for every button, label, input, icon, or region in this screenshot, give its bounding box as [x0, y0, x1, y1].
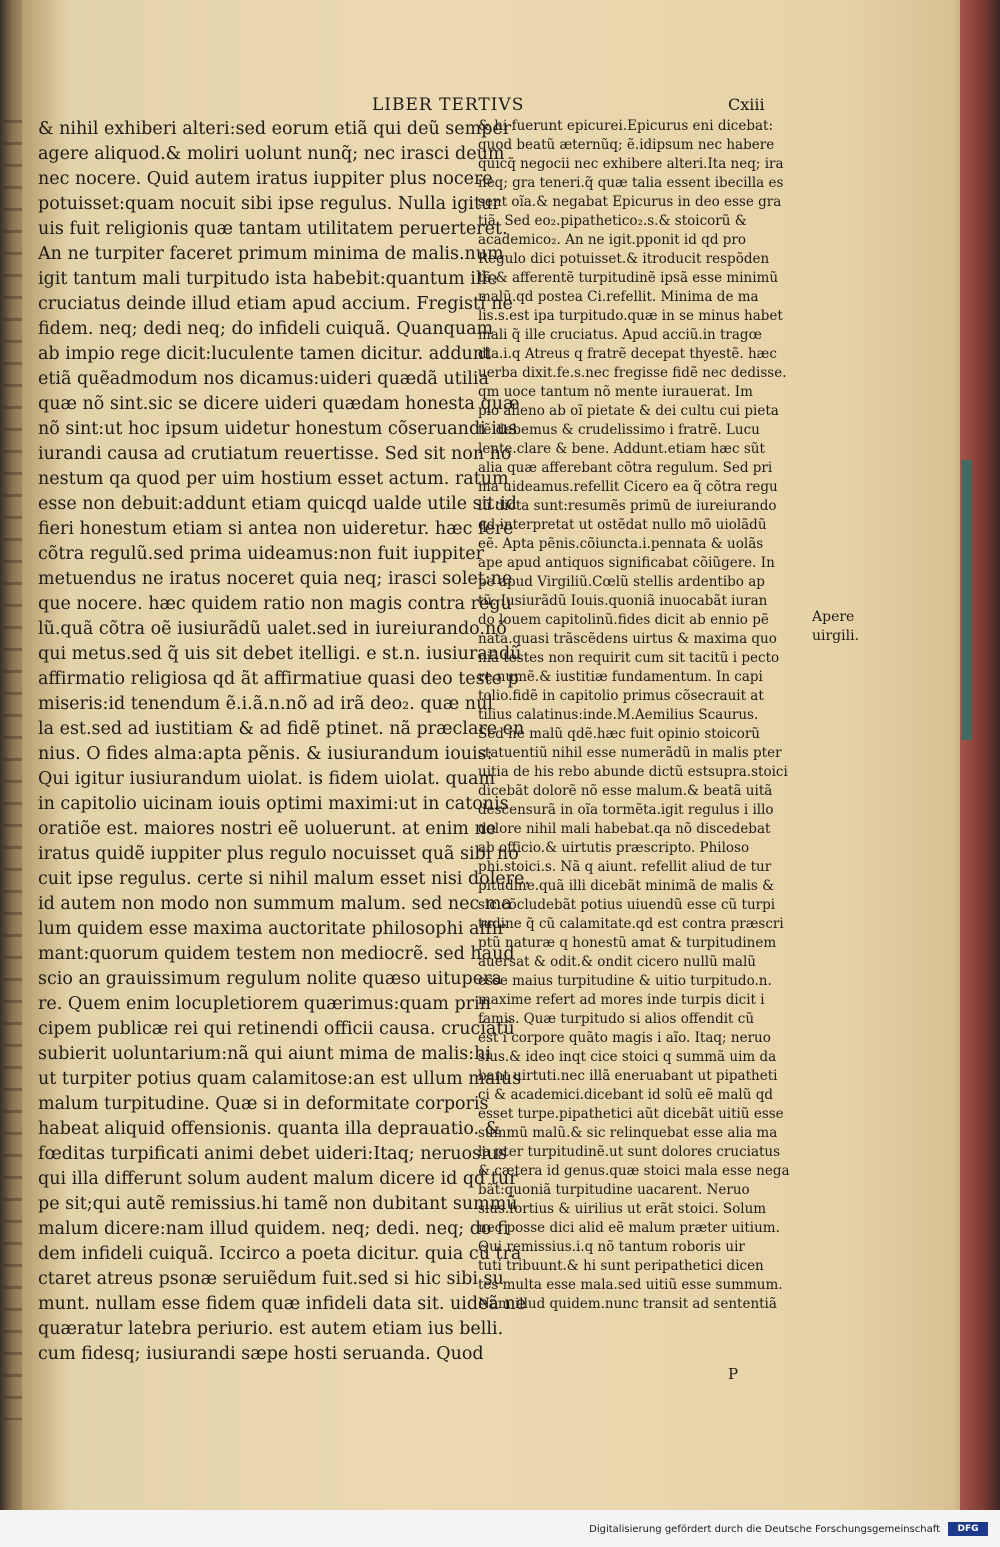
- commentary-line: Nam illud quidem.nunc transit ad sententiã: [478, 1296, 777, 1312]
- ribbon-bookmark: [962, 460, 972, 740]
- signature-mark: P: [728, 1365, 739, 1383]
- commentary-line: tẽ debemus & crudelissimo i fratrẽ. Lucu: [478, 422, 760, 438]
- facing-page-text-fragment: [4, 120, 22, 1420]
- main-text-line: fieri honestum etiam si antea non uideretur. hæc fere: [38, 519, 514, 539]
- commentary-line: dolore nihil mali habebat.qa nõ discedebat: [478, 821, 771, 837]
- main-text-line: cruciatus deinde illud etiam apud accium. Fregisti ne: [38, 294, 513, 314]
- main-text-line: lum quidem esse maxima auctoritate philosophi affir: [38, 919, 506, 939]
- commentary-line: bant uirtuti.nec illã eneruabant ut pipatheti: [478, 1068, 778, 1084]
- main-text-line: quæratur latebra periurio. est autem etiam ius belli.: [38, 1319, 504, 1339]
- main-text-line: scio an grauissimum regulum nolite quæso uitupera: [38, 969, 502, 989]
- commentary-line: tolio.fidẽ in capitolio primus cõsecrauit at: [478, 688, 764, 704]
- commentary-line: sent oĩa.& negabat Epicurus in deo esse gra: [478, 194, 782, 210]
- folio-number: Cxiii: [728, 95, 765, 114]
- commentary-line: quicq̃ negocii nec exhibere alteri.Ita neq; ira: [478, 156, 784, 172]
- commentary-line: tilius calatinus:inde.M.Aemilius Scaurus.: [478, 707, 759, 723]
- commentary-line: ma uideamus.refellit Cicero ea q̃ cõtra regu: [478, 479, 778, 495]
- main-text-line: affirmatio religiosa qd ãt affirmatiue quasi deo teste p: [38, 669, 519, 689]
- main-text-line: fœditas turpificati animi debet uideri:Itaq; neruosius: [38, 1144, 507, 1164]
- commentary-line: tes multa esse mala.sed uitiũ esse summum.: [478, 1277, 783, 1293]
- commentary-line: ab officio.& uirtutis præscripto. Philoso: [478, 840, 750, 856]
- main-text-line: qui illa differunt solum audent malum dicere id qd tur: [38, 1169, 518, 1189]
- main-text-line: nius. O fides alma:apta pẽnis. & iusiurandum iouis:: [38, 744, 493, 764]
- main-text-line: miseris:id tenendum ẽ.i.ã.n.nõ ad irã deo₂. quæ nul: [38, 694, 493, 714]
- main-text-line: potuisset:quam nocuit sibi ipse regulus. Nulla igitur: [38, 194, 501, 214]
- commentary-line: dicebãt dolorẽ nõ esse malum.& beatã uitã: [478, 783, 773, 799]
- main-text-line: ab impio rege dicit:luculente tamen dicitur. addunt: [38, 344, 492, 364]
- footer-credit: Digitalisierung gefördert durch die Deutsche Forschungsgemeinschaft: [589, 1524, 940, 1535]
- main-text-line: cum fidesq; iusiurandi sæpe hosti seruanda. Quod: [38, 1344, 484, 1364]
- main-text-line: metuendus ne iratus noceret quia neq; irasci solet:ne: [38, 569, 513, 589]
- commentary-line: malũ.qd postea Ci.refellit. Minima de ma: [478, 289, 759, 305]
- commentary-line: & cætera id genus.quæ stoici mala esse nega: [478, 1163, 790, 1179]
- commentary-line: academico₂. An ne igit.pponit id qd pro: [478, 232, 746, 248]
- commentary-line: lũ dicta sunt:resumẽs primũ de iureiurando: [478, 498, 777, 514]
- margin-note-line: Apere: [812, 609, 855, 625]
- commentary-line: pitudine.quã illi dicebãt minimã de malis &: [478, 878, 775, 894]
- commentary-line: sius.fortius & uirilius ut erãt stoici. Solum: [478, 1201, 767, 1217]
- margin-note: [812, 608, 859, 646]
- commentary-line: ptũ naturæ q honestũ amat & turpitudinem: [478, 935, 777, 951]
- main-text-line: etiã quẽadmodum nos dicamus:uideri quædã utilia: [38, 369, 489, 389]
- commentary-line: tiã. Sed eo₂.pipathetico₂.s.& stoicorũ &: [478, 213, 747, 229]
- main-text-line: uis fuit religionis quæ tantam utilitatem peruerteret.: [38, 219, 508, 239]
- main-text-line: ut turpiter potius quam calamitose:an est ullum maius: [38, 1069, 522, 1089]
- commentary-line: uitia de his rebo abunde dictũ estsupra.stoici: [478, 764, 788, 780]
- page: [22, 0, 980, 1510]
- main-text-line: igit tantum mali turpitudo ista habebit:quantum ille: [38, 269, 498, 289]
- commentary-line: Sed ne malũ qdẽ.hæc fuit opinio stoicorũ: [478, 726, 760, 742]
- main-text-line: subierit uoluntarium:nã qui aiunt mima de malis:hi: [38, 1044, 492, 1064]
- main-text-line: agere aliquod.& moliri uolunt nunq̃; nec irasci deum: [38, 144, 505, 164]
- commentary-line: ape apud antiquos significabat cõiũgere. In: [478, 555, 775, 571]
- running-title: LIBER TERTIVS: [372, 95, 525, 115]
- main-text-line: ctaret atreus psonæ seruiẽdum fuit.sed si hic sibi su: [38, 1269, 504, 1289]
- main-text-line: cõtra regulũ.sed prima uideamus:non fuit iuppiter: [38, 544, 485, 564]
- main-text-line: la est.sed ad iustitiam & ad fidẽ ptinet. nã præclare en: [38, 719, 525, 739]
- main-text-line: cipem publicæ rei qui retinendi officii causa. cruciatũ: [38, 1019, 515, 1039]
- main-text-line: fidem. neq; dedi neq; do infideli cuiquã. Quanquam: [38, 319, 494, 339]
- main-text-line: mant:quorum quidem testem non mediocrẽ. sed haud: [38, 944, 515, 964]
- main-text-line: iurandi causa ad crutiatum reuertisse. Sed sit non ho: [38, 444, 512, 464]
- commentary-line: eẽ. Apta pẽnis.cõiuncta.i.pennata & uolãs: [478, 536, 764, 552]
- main-text-line: quæ nõ sint.sic se dicere uideri quædam honesta quæ: [38, 394, 520, 414]
- commentary-line: qd interpretat ut ostẽdat nullo mõ uiolãdũ: [478, 517, 767, 533]
- commentary-line: niã testes non requirit cum sit tacitũ i pecto: [478, 650, 780, 666]
- commentary-line: famis. Quæ turpitudo si alios offendit cũ: [478, 1011, 755, 1027]
- commentary-line: lente.clare & bene. Addunt.etiam hæc sũt: [478, 441, 765, 457]
- commentary-line: do louem capitolinũ.fides dicit ab ennio pẽ: [478, 612, 769, 628]
- main-text-line: oratiõe est. maiores nostri eẽ uoluerunt. at enim ne: [38, 819, 497, 839]
- commentary-line: auersat & odit.& ondit cicero nullũ malũ: [478, 954, 756, 970]
- main-text-line: Qui igitur iusiurandum uiolat. is fidem uiolat. quam: [38, 769, 496, 789]
- margin-note-line: uirgili.: [812, 628, 860, 644]
- main-text-line: nestum qa quod per uim hostium esset actum. ratum: [38, 469, 509, 489]
- commentary-line: neq; gra teneri.q̃ quæ talia essent ibecilla es: [478, 175, 784, 191]
- commentary-line: Regulo dici potuisset.& itroducit respõden: [478, 251, 770, 267]
- commentary-line: phi.stoici.s. Nã q aiunt. refellit aliud de tur: [478, 859, 772, 875]
- main-text-line: iratus quidẽ iuppiter plus regulo nocuisset quã sibi no: [38, 844, 519, 864]
- main-text-line: & nihil exhiberi alteri:sed eorum etiã qui deũ semper: [38, 119, 512, 139]
- commentary-line: maxime refert ad mores inde turpis dicit i: [478, 992, 765, 1008]
- commentary-line: dia.i.q Atreus q fratrẽ decepat thyestẽ. hæc: [478, 346, 777, 362]
- commentary-line: tuti tribuunt.& hi sunt peripathetici dicen: [478, 1258, 764, 1274]
- commentary-line: tẽ.& afferentẽ turpitudinẽ ipsã esse minimũ: [478, 270, 779, 286]
- commentary-line: descensurã in oĩa tormẽta.igit regulus i illo: [478, 802, 774, 818]
- commentary-line: tudine q̃ cũ calamitate.qd est contra præscri: [478, 916, 784, 932]
- dfg-logo: DFG: [948, 1522, 988, 1536]
- main-text-line: An ne turpiter faceret primum minima de malis.num: [38, 244, 504, 264]
- commentary-line: nec posse dici alid eẽ malum præter uitium.: [478, 1220, 780, 1236]
- commentary-line: uerba dixit.fe.s.nec fregisse fidẽ nec dedisse.: [478, 365, 787, 381]
- page-block-edge: [960, 0, 1000, 1510]
- main-text-line: malum turpitudine. Quæ si in deformitate corporis: [38, 1094, 489, 1114]
- commentary-line: esset turpe.pipathetici aũt dicebãt uitiũ esse: [478, 1106, 784, 1122]
- commentary-line: Qui remissius.i.q nõ tantum roboris uir: [478, 1239, 745, 1255]
- commentary-line: quod beatũ æternũq; ẽ.idipsum nec habere: [478, 137, 775, 153]
- commentary-line: summũ malũ.& sic relinquebat esse alia ma: [478, 1125, 778, 1141]
- commentary-column: [478, 117, 798, 1314]
- commentary-line: nata.quasi trãscẽdens uirtus & maxima quo: [478, 631, 777, 647]
- commentary-line: tũ. Iusiurãdũ Iouis.quoniã inuocabãt iuran: [478, 593, 768, 609]
- main-text-line: cuit ipse regulus. certe si nihil malum esset nisi dolere.: [38, 869, 530, 889]
- commentary-line: mali q̃ ille cruciatus. Apud acciũ.in tragœ: [478, 327, 762, 343]
- commentary-line: re numẽ.& iustitiæ fundamentum. In capi: [478, 669, 763, 685]
- commentary-line: bãt:quoniã turpitudine uacarent. Neruo: [478, 1182, 750, 1198]
- main-text-line: lũ.quã cõtra oẽ iusiurãdũ ualet.sed in iureiurando.nõ: [38, 619, 507, 639]
- main-text-line: pe sit;qui autẽ remissius.hi tamẽ non dubitant summũ: [38, 1194, 518, 1214]
- commentary-line: est i corpore quãto magis i aĩo. Itaq; neruo: [478, 1030, 771, 1046]
- main-text-line: esse non debuit:addunt etiam quicqd ualde utile sit:id: [38, 494, 517, 514]
- main-text-line: re. Quem enim locupletiorem quærimus:quam prin: [38, 994, 491, 1014]
- commentary-line: esse maius turpitudine & uitio turpitudo.n.: [478, 973, 772, 989]
- main-text-column: [38, 117, 530, 1367]
- commentary-line: qm uoce tantum nõ mente iurauerat. Im: [478, 384, 753, 400]
- main-text-line: munt. nullam esse fidem quæ infideli data sit. uideã ne: [38, 1294, 527, 1314]
- main-text-line: habeat aliquid offensionis. quanta illa deprauatio. &: [38, 1119, 501, 1139]
- commentary-line: sius.& ideo inqt cice stoici q summã uim da: [478, 1049, 777, 1065]
- main-text-line: nõ sint:ut hoc ipsum uidetur honestum cõseruandi ius: [38, 419, 518, 439]
- main-text-line: qui metus.sed q̃ uis sit debet itelligi. e st.n. iusiurandũ: [38, 644, 522, 664]
- main-text-line: id autem non modo non summum malum. sed nec ma: [38, 894, 512, 914]
- main-text-line: in capitolio uicinam iouis optimi maximi:ut in catonis: [38, 794, 509, 814]
- commentary-line: pe apud Virgiliũ.Cœlũ stellis ardentibo ap: [478, 574, 765, 590]
- commentary-line: la pter turpitudinẽ.ut sunt dolores cruciatus: [478, 1144, 781, 1160]
- commentary-line: statuentiũ nihil esse numerãdũ in malis pter: [478, 745, 782, 761]
- commentary-line: alia quæ afferebant cõtra regulum. Sed pri: [478, 460, 773, 476]
- commentary-line: & hi fuerunt epicurei.Epicurus eni dicebat:: [478, 118, 774, 134]
- commentary-line: lis.s.est ipa turpitudo.quæ in se minus habet: [478, 308, 783, 324]
- main-text-line: dem infideli cuiquã. Iccirco a poeta dicitur. quia cũ tra: [38, 1244, 522, 1264]
- commentary-line: ci & academici.dicebant id solũ eẽ malũ qd: [478, 1087, 773, 1103]
- commentary-line: sic cõcludebãt potius uiuendũ esse cũ turpi: [478, 897, 776, 913]
- commentary-line: pio alieno ab oĩ pietate & dei cultu cui pieta: [478, 403, 779, 419]
- digitization-footer: [0, 1510, 1000, 1547]
- main-text-line: nec nocere. Quid autem iratus iuppiter plus nocere: [38, 169, 493, 189]
- main-text-line: malum dicere:nam illud quidem. neq; dedi. neq; do fi: [38, 1219, 509, 1239]
- main-text-line: que nocere. hæc quidem ratio non magis contra regu: [38, 594, 512, 614]
